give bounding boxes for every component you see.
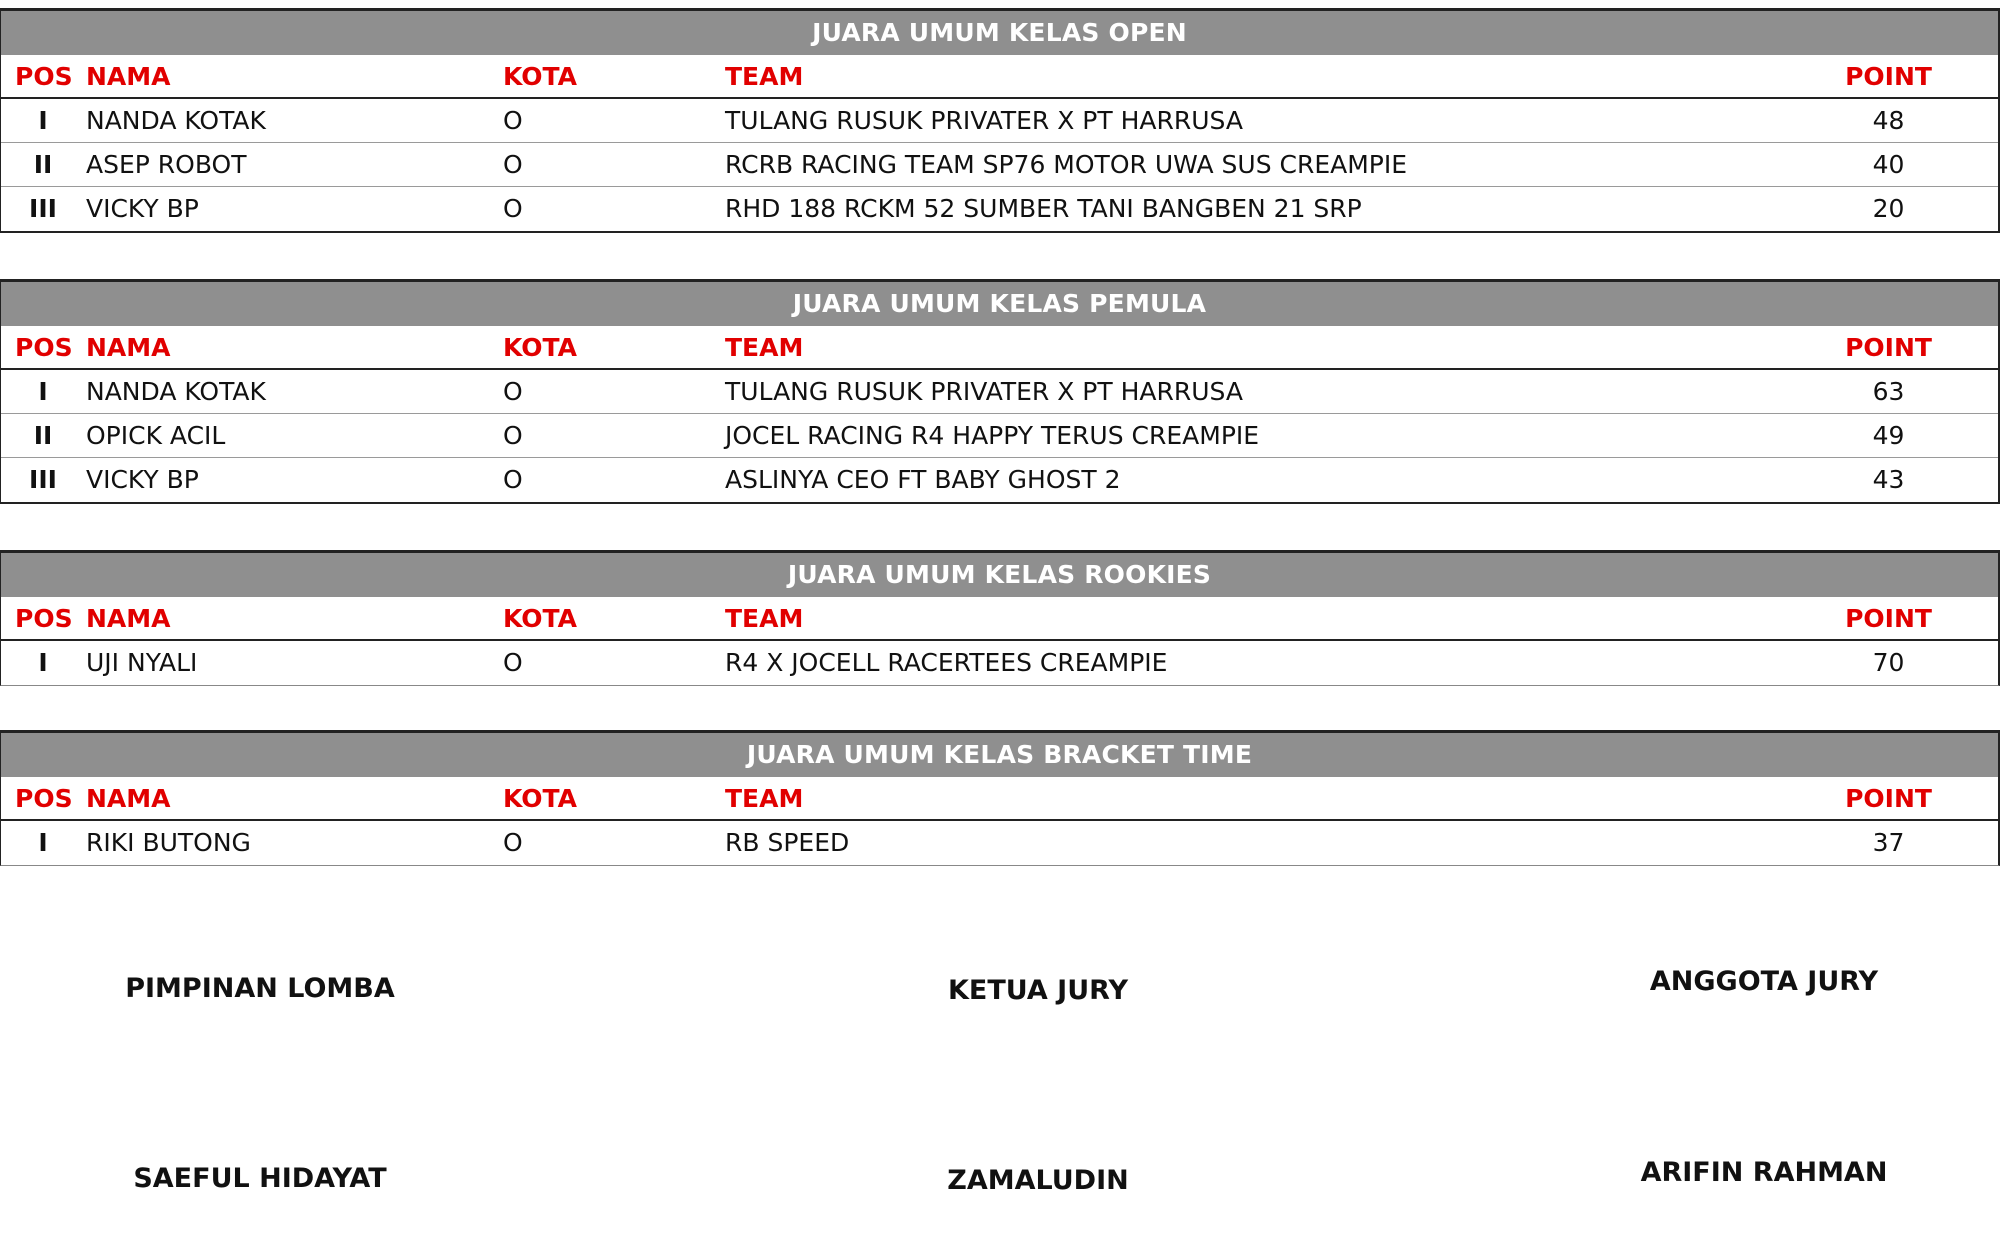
nama-cell: OPICK ACIL bbox=[86, 421, 226, 450]
signature-role-ketua-jury: KETUA JURY bbox=[947, 975, 1129, 1006]
team-cell: TULANG RUSUK PRIVATER X PT HARRUSA bbox=[725, 377, 1243, 406]
point-cell: 43 bbox=[1872, 465, 1905, 494]
team-cell: TULANG RUSUK PRIVATER X PT HARRUSA bbox=[725, 106, 1243, 135]
team-cell: RHD 188 RCKM 52 SUMBER TANI BANGBEN 21 SRP bbox=[725, 194, 1362, 223]
table-row bbox=[1, 414, 1998, 458]
table-row bbox=[1, 458, 1998, 502]
signature-role-anggota-jury: ANGGOTA JURY bbox=[1649, 966, 1879, 997]
header-team: TEAM bbox=[725, 604, 804, 633]
table-kelas-bracket-time bbox=[0, 730, 2000, 866]
kota-cell: O bbox=[503, 106, 523, 135]
header-nama: NAMA bbox=[86, 604, 171, 633]
header-pos: POS bbox=[15, 333, 73, 362]
signature-name-pimpinan-lomba: SAEFUL HIDAYAT bbox=[133, 1163, 387, 1194]
header-kota: KOTA bbox=[503, 62, 577, 91]
point-cell: 37 bbox=[1872, 828, 1905, 857]
point-cell: 20 bbox=[1872, 194, 1905, 223]
table-row bbox=[1, 143, 1998, 187]
pos-cell: I bbox=[38, 106, 48, 135]
table-title: JUARA UMUM KELAS ROOKIES bbox=[1, 553, 1998, 597]
team-cell: R4 X JOCELL RACERTEES CREAMPIE bbox=[725, 648, 1168, 677]
kota-cell: O bbox=[503, 828, 523, 857]
table-kelas-pemula bbox=[0, 279, 2000, 504]
header-kota: KOTA bbox=[503, 604, 577, 633]
kota-cell: O bbox=[503, 150, 523, 179]
pos-cell: I bbox=[38, 828, 48, 857]
point-cell: 48 bbox=[1872, 106, 1905, 135]
pos-cell: III bbox=[29, 465, 57, 494]
nama-cell: RIKI BUTONG bbox=[86, 828, 251, 857]
nama-cell: NANDA KOTAK bbox=[86, 106, 266, 135]
table-row bbox=[1, 821, 1998, 865]
header-point: POINT bbox=[1845, 333, 1932, 362]
header-point: POINT bbox=[1845, 784, 1932, 813]
nama-cell: NANDA KOTAK bbox=[86, 377, 266, 406]
kota-cell: O bbox=[503, 421, 523, 450]
table-kelas-open bbox=[0, 8, 2000, 233]
kota-cell: O bbox=[503, 194, 523, 223]
pos-cell: I bbox=[38, 648, 48, 677]
pos-cell: II bbox=[33, 150, 53, 179]
signature-name-ketua-jury: ZAMALUDIN bbox=[947, 1165, 1129, 1196]
header-row bbox=[1, 326, 1998, 370]
header-pos: POS bbox=[15, 604, 73, 633]
team-cell: RB SPEED bbox=[725, 828, 850, 857]
nama-cell: VICKY BP bbox=[86, 465, 199, 494]
point-cell: 49 bbox=[1872, 421, 1905, 450]
kota-cell: O bbox=[503, 377, 523, 406]
nama-cell: VICKY BP bbox=[86, 194, 199, 223]
table-row bbox=[1, 641, 1998, 685]
header-row bbox=[1, 55, 1998, 99]
header-pos: POS bbox=[15, 62, 73, 91]
point-cell: 70 bbox=[1872, 648, 1905, 677]
point-cell: 63 bbox=[1872, 377, 1905, 406]
table-row bbox=[1, 370, 1998, 414]
header-team: TEAM bbox=[725, 333, 804, 362]
header-point: POINT bbox=[1845, 62, 1932, 91]
signature-role-pimpinan-lomba: PIMPINAN LOMBA bbox=[125, 973, 395, 1004]
header-point: POINT bbox=[1845, 604, 1932, 633]
team-cell: ASLINYA CEO FT BABY GHOST 2 bbox=[725, 465, 1121, 494]
table-title: JUARA UMUM KELAS OPEN bbox=[1, 11, 1998, 55]
header-team: TEAM bbox=[725, 62, 804, 91]
nama-cell: UJI NYALI bbox=[86, 648, 198, 677]
nama-cell: ASEP ROBOT bbox=[86, 150, 247, 179]
table-title: JUARA UMUM KELAS BRACKET TIME bbox=[1, 733, 1998, 777]
team-cell: RCRB RACING TEAM SP76 MOTOR UWA SUS CREAMPIE bbox=[725, 150, 1408, 179]
pos-cell: III bbox=[29, 194, 57, 223]
header-team: TEAM bbox=[725, 784, 804, 813]
header-kota: KOTA bbox=[503, 333, 577, 362]
header-nama: NAMA bbox=[86, 784, 171, 813]
pos-cell: I bbox=[38, 377, 48, 406]
header-nama: NAMA bbox=[86, 62, 171, 91]
kota-cell: O bbox=[503, 465, 523, 494]
table-row bbox=[1, 99, 1998, 143]
header-row bbox=[1, 597, 1998, 641]
table-title: JUARA UMUM KELAS PEMULA bbox=[1, 282, 1998, 326]
team-cell: JOCEL RACING R4 HAPPY TERUS CREAMPIE bbox=[725, 421, 1260, 450]
header-pos: POS bbox=[15, 784, 73, 813]
table-row bbox=[1, 187, 1998, 231]
signature-name-anggota-jury: ARIFIN RAHMAN bbox=[1640, 1157, 1888, 1188]
pos-cell: II bbox=[33, 421, 53, 450]
kota-cell: O bbox=[503, 648, 523, 677]
table-kelas-rookies bbox=[0, 550, 2000, 686]
header-nama: NAMA bbox=[86, 333, 171, 362]
header-kota: KOTA bbox=[503, 784, 577, 813]
point-cell: 40 bbox=[1872, 150, 1905, 179]
header-row bbox=[1, 777, 1998, 821]
